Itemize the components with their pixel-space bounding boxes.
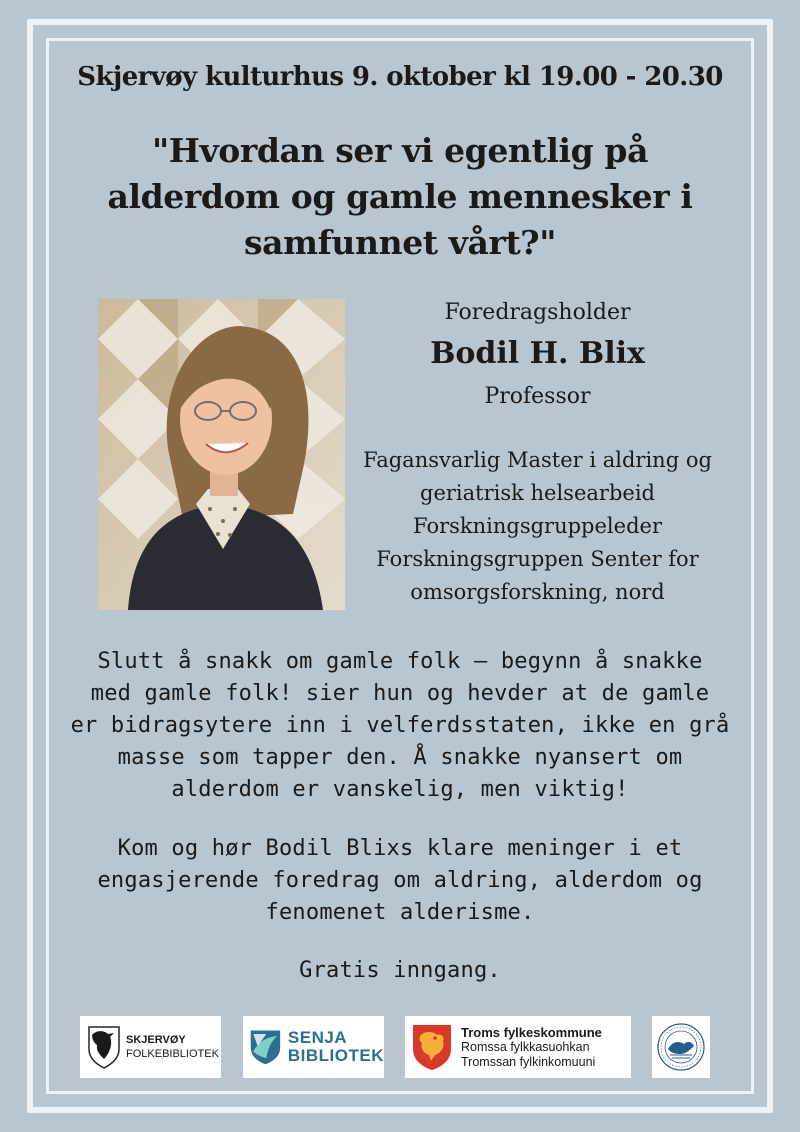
skjervoy-logo-line1: SKJERVØY bbox=[126, 1034, 186, 1046]
skjervoy-library-logo bbox=[80, 1016, 221, 1078]
admission-text: Gratis inngang. bbox=[299, 958, 501, 983]
speaker-portrait bbox=[98, 299, 345, 610]
paragraph-line: Slutt å snakk om gamle folk – begynn å snakke bbox=[97, 649, 703, 674]
speaker-name: Bodil H. Blix bbox=[430, 336, 645, 371]
speaker-role-label: Foredragsholder bbox=[444, 300, 631, 325]
affiliation-line: Forskningsgruppen Senter for bbox=[376, 547, 699, 571]
troms-logo-line1: Troms fylkeskommune bbox=[461, 1024, 602, 1040]
invitation-paragraph bbox=[60, 833, 740, 929]
paragraph-line: er bidragsytere inn i velferdsstaten, ikke en grå bbox=[70, 713, 730, 738]
paragraph-line: fenomenet alderisme. bbox=[265, 900, 535, 925]
affiliation-line: Forskningsgruppeleder bbox=[413, 514, 662, 538]
affiliation-line: Fagansvarlig Master i aldring og bbox=[363, 448, 712, 472]
description-paragraph bbox=[60, 646, 740, 806]
title-line: samfunnet vårt?" bbox=[243, 223, 557, 262]
paragraph-line: alderdom er vanskelig, men viktig! bbox=[171, 777, 629, 802]
paragraph-line: masse som tapper den. Å snakke nyansert om bbox=[117, 745, 683, 770]
paragraph-line: med gamle folk! sier hun og hevder at de gamle bbox=[90, 681, 710, 706]
uit-seal-icon bbox=[656, 1022, 706, 1072]
raven-icon bbox=[86, 1025, 122, 1069]
lecture-title bbox=[80, 128, 720, 266]
senja-logo-line1: SENJA bbox=[287, 1028, 348, 1047]
speaker-photo bbox=[98, 299, 345, 610]
title-line: "Hvordan ser vi egentlig på bbox=[151, 131, 649, 170]
troms-coat-of-arms-icon bbox=[411, 1023, 453, 1071]
event-info: Skjervøy kulturhus 9. oktober kl 19.00 - 20.30 bbox=[77, 62, 723, 92]
speaker-info bbox=[345, 296, 730, 609]
paragraph-line: Kom og hør Bodil Blixs klare meninger i et bbox=[117, 836, 683, 861]
senja-shield-icon bbox=[249, 1026, 282, 1068]
troms-logo-line2: Romssa fylkkasuohkan bbox=[461, 1039, 590, 1054]
senja-library-logo bbox=[243, 1016, 384, 1078]
troms-county-logo bbox=[405, 1016, 631, 1078]
affiliation-line: geriatrisk helsearbeid bbox=[420, 481, 655, 505]
affiliation-line: omsorgsforskning, nord bbox=[410, 580, 665, 604]
speaker-affiliations bbox=[345, 444, 730, 609]
skjervoy-logo-line2: FOLKEBIBLIOTEK bbox=[126, 1048, 219, 1060]
troms-logo-line3: Tromssan fylkinkomuuni bbox=[461, 1054, 596, 1069]
paragraph-line: engasjerende foredrag om aldring, alderdom og bbox=[97, 868, 703, 893]
title-line: alderdom og gamle mennesker i bbox=[107, 177, 693, 216]
uit-logo bbox=[652, 1016, 710, 1078]
senja-logo-line2: BIBLIOTEK bbox=[287, 1046, 384, 1065]
speaker-title: Professor bbox=[484, 384, 591, 409]
